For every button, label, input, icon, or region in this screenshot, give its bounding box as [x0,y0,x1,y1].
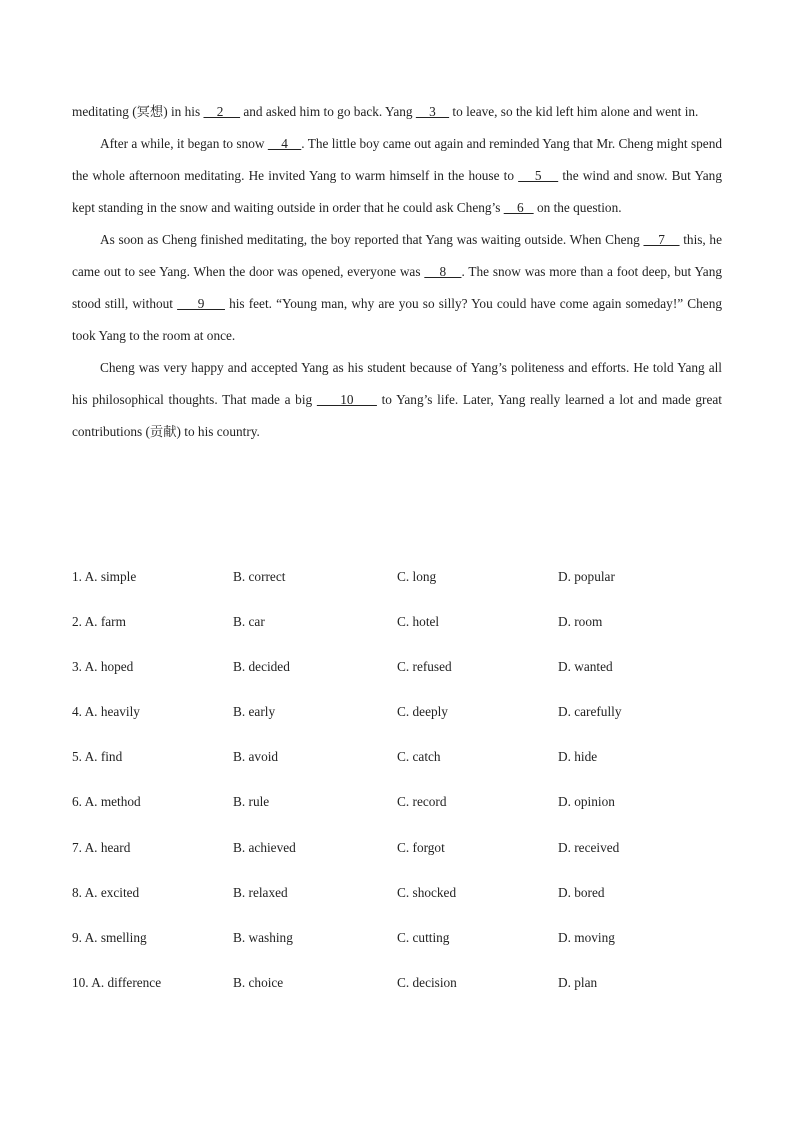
question-row [72,923,722,968]
question-row [72,787,722,832]
option-c: C. decision [397,974,457,990]
option-b: B. correct [233,569,286,584]
passage-text: . The snow was more than a foot deep, but Yang stood still, without [72,264,722,311]
passage-text: and asked him to go back. Yang [240,104,416,119]
option-b: B. decided [233,659,290,675]
option-d: D. room [558,614,603,630]
option-b: B. car [233,614,265,630]
option-c: C. cutting [397,929,450,945]
option-b: B. relaxed [233,884,288,900]
question-row [72,607,722,652]
passage-text: After a while, it began to snow [100,136,268,151]
passage-text: on the question. [533,200,622,215]
blank-9: 9 [177,296,225,311]
question-row [72,697,722,742]
blank-10: 10 [316,392,377,407]
passage-text: As soon as Cheng finished meditating, the boy reported that Yang was waiting outside. When Cheng [100,232,644,247]
option-d: D. bored [558,884,605,900]
option-b: B. washing [233,929,293,945]
option-b: B. achieved [233,839,296,855]
option-a: 8. A. excited [72,884,140,900]
passage [72,96,722,448]
question-options [72,562,722,1013]
paragraph-2 [72,128,722,224]
option-d: D. popular [558,569,615,584]
blank-7: 7 [643,232,680,247]
option-d: D. moving [558,929,615,945]
option-c: C. long [397,569,437,584]
passage-text: meditating (冥想) in his [72,104,204,119]
option-a: 7. A. heard [72,839,131,855]
option-c: C. refused [397,659,452,675]
option-a: 5. A. find [72,749,123,765]
option-a: 9. A. smelling [72,929,147,945]
passage-text: his feet. “Young man, why are you so silly? You could have come again someday!” Cheng took Yang to the room at once. [72,296,723,343]
blank-2: 2 [203,104,241,119]
option-b: B. choice [233,974,284,990]
option-a: 3. A. hoped [72,659,134,675]
passage-text: to Yang’s life. Later, Yang really learned a lot and made great contributions (贡献) to his country. [72,392,722,439]
option-c: C. catch [397,749,441,765]
question-row [72,833,722,878]
option-d: D. opinion [558,794,615,810]
passage-text: . The little boy came out again and reminded Yang that Mr. Cheng might spend the whole afternoon meditating. He invited Yang to warm himself in the house to [72,136,722,183]
question-row [72,878,722,923]
option-c: C. forgot [397,839,445,855]
paragraph-3 [72,224,722,352]
option-a: 10. A. difference [72,974,162,990]
option-c: C. record [397,794,447,810]
question-row [72,562,722,607]
option-b: B. avoid [233,749,279,765]
passage-text: this, he came out to see Yang. When the door was opened, everyone was [72,232,722,279]
option-c: C. hotel [397,614,440,630]
blank-5: 5 [518,168,559,183]
question-row [72,742,722,787]
option-c: C. deeply [397,704,448,720]
blank-4: 4 [267,136,302,151]
option-d: D. hide [558,749,598,765]
blank-6: 6 [503,200,534,215]
option-b: B. early [233,704,276,720]
paragraph-1 [72,96,722,128]
paragraph-4 [72,352,722,448]
passage-text: Cheng was very happy and accepted Yang as his student because of Yang’s politeness and efforts. He told Yang all his philosophical thoughts. That made a big [72,360,722,407]
option-d: D. carefully [558,704,622,720]
option-a: 6. A. method [72,794,141,810]
option-d: D. plan [558,974,598,990]
question-row [72,652,722,697]
blank-3: 3 [415,104,450,119]
option-c: C. shocked [397,884,457,900]
option-d: D. wanted [558,659,613,675]
passage-text: to leave, so the kid left him alone and went in. [449,104,699,119]
question-row [72,968,722,1013]
option-a: 2. A. farm [72,614,126,630]
passage-text: the wind and snow. But Yang kept standing in the snow and waiting outside in order that he could ask Cheng’s [72,168,722,215]
option-b: B. rule [233,794,270,810]
blank-8: 8 [424,264,462,279]
option-d: D. received [558,839,620,855]
option-a: 4. A. heavily [72,704,140,720]
option-a: 1. A. simple [72,569,137,584]
